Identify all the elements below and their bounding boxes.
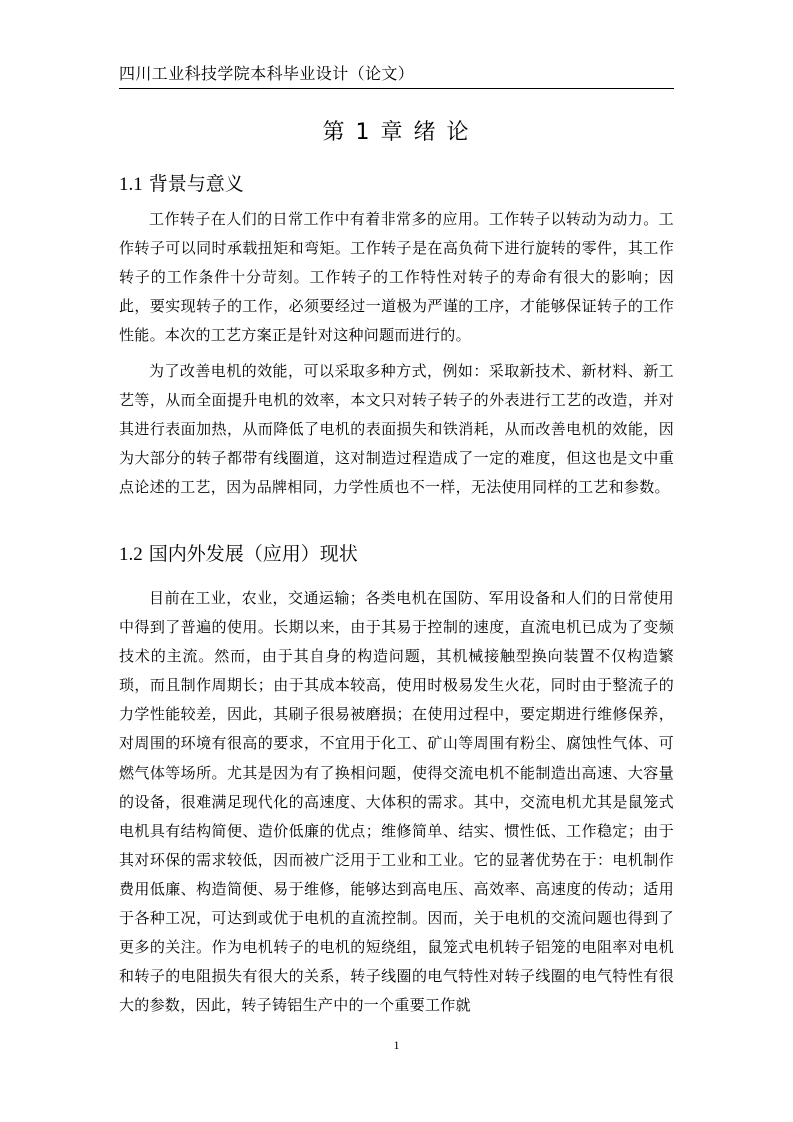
header-rule [119, 88, 674, 89]
section-title-text: 国内外发展（应用）现状 [148, 543, 358, 565]
section-number: 1.1 [119, 174, 143, 195]
chapter-title: 第 1 章 绪 论 [322, 120, 471, 145]
section-heading-1-1 [119, 171, 674, 198]
body-paragraph: 目前在工业，农业，交通运输；各类电机在国防、军用设备和人们的日常使用中得到了普遍的使用。长期以来，由于其易于控制的速度，直流电机已成为了变频技术的主流。然而，由于其自身的构造问题，其机械接触型换向装置不仅构造繁琐，而且制作周期长；由于其成本较高，使用时极易发生火花，同时由于整流子的力学性能较差，因此，其刷子很易被磨损；在使用过程中，要定期进行维修保养，对周围的环境有很高的要求，不宜用于化工、矿山等周围有粉尘、腐蚀性气体、可燃气体等场所。尤其是因为有了换相问题，使得交流电机不能制造出高速、大容量的设备，很难满足现代化的高速度、大体积的需求。其中，交流电机尤其是鼠笼式电机具有结构简便、造价低廉的优点；维修简单、结实、惯性低、工作稳定；由于其对环保的需求较低，因而被广泛用于工业和工业。它的显著优势在于：电机制作费用低廉、构造简便、易于维修，能够达到高电压、高效率、高速度的传动；适用于各种工况，可达到或优于电机的直流控制。因而，关于电机的交流问题也得到了更多的关注。作为电机转子的电机的短绕组，鼠笼式电机转子铝笼的电阻率对电机和转子的电阻损失有很大的关系，转子线圈的电气特性对转子线圈的电气特性有很大的参数，因此，转子铸铝生产中的一个重要工作就 [119, 589, 674, 1015]
page-header: 四川工业科技学院本科毕业设计（论文） [119, 64, 415, 83]
section-heading-1-2 [119, 541, 674, 568]
body-paragraph: 工作转子在人们的日常工作中有着非常多的应用。工作转子以转动为动力。工作转子可以同时承载扭矩和弯矩。工作转子是在高负荷下进行旋转的零件，其工作转子的工作条件十分苛刻。工作转子的工作特性对转子的寿命有很大的影响；因此，要实现转子的工作，必须要经过一道极为严谨的工序，才能够保证转子的工作性能。本次的工艺方案正是针对这种问题而进行的。 [119, 210, 674, 345]
body-paragraph: 为了改善电机的效能，可以采取多种方式，例如：采取新技术、新材料、新工艺等，从而全面提升电机的效率，本文只对转子转子的外表进行工艺的改造，并对其进行表面加热，从而降低了电机的表面损失和铁消耗，从而改善电机的效能，因为大部分的转子都带有线圈道，这对制造过程造成了一定的难度，但这也是文中重点论述的工艺，因为品牌相同，力学性质也不一样，无法使用同样的工艺和参数。 [119, 362, 674, 497]
section-title-text: 背景与意义 [148, 173, 244, 195]
page-number: 1 [393, 1038, 400, 1052]
section-number: 1.2 [119, 544, 143, 565]
